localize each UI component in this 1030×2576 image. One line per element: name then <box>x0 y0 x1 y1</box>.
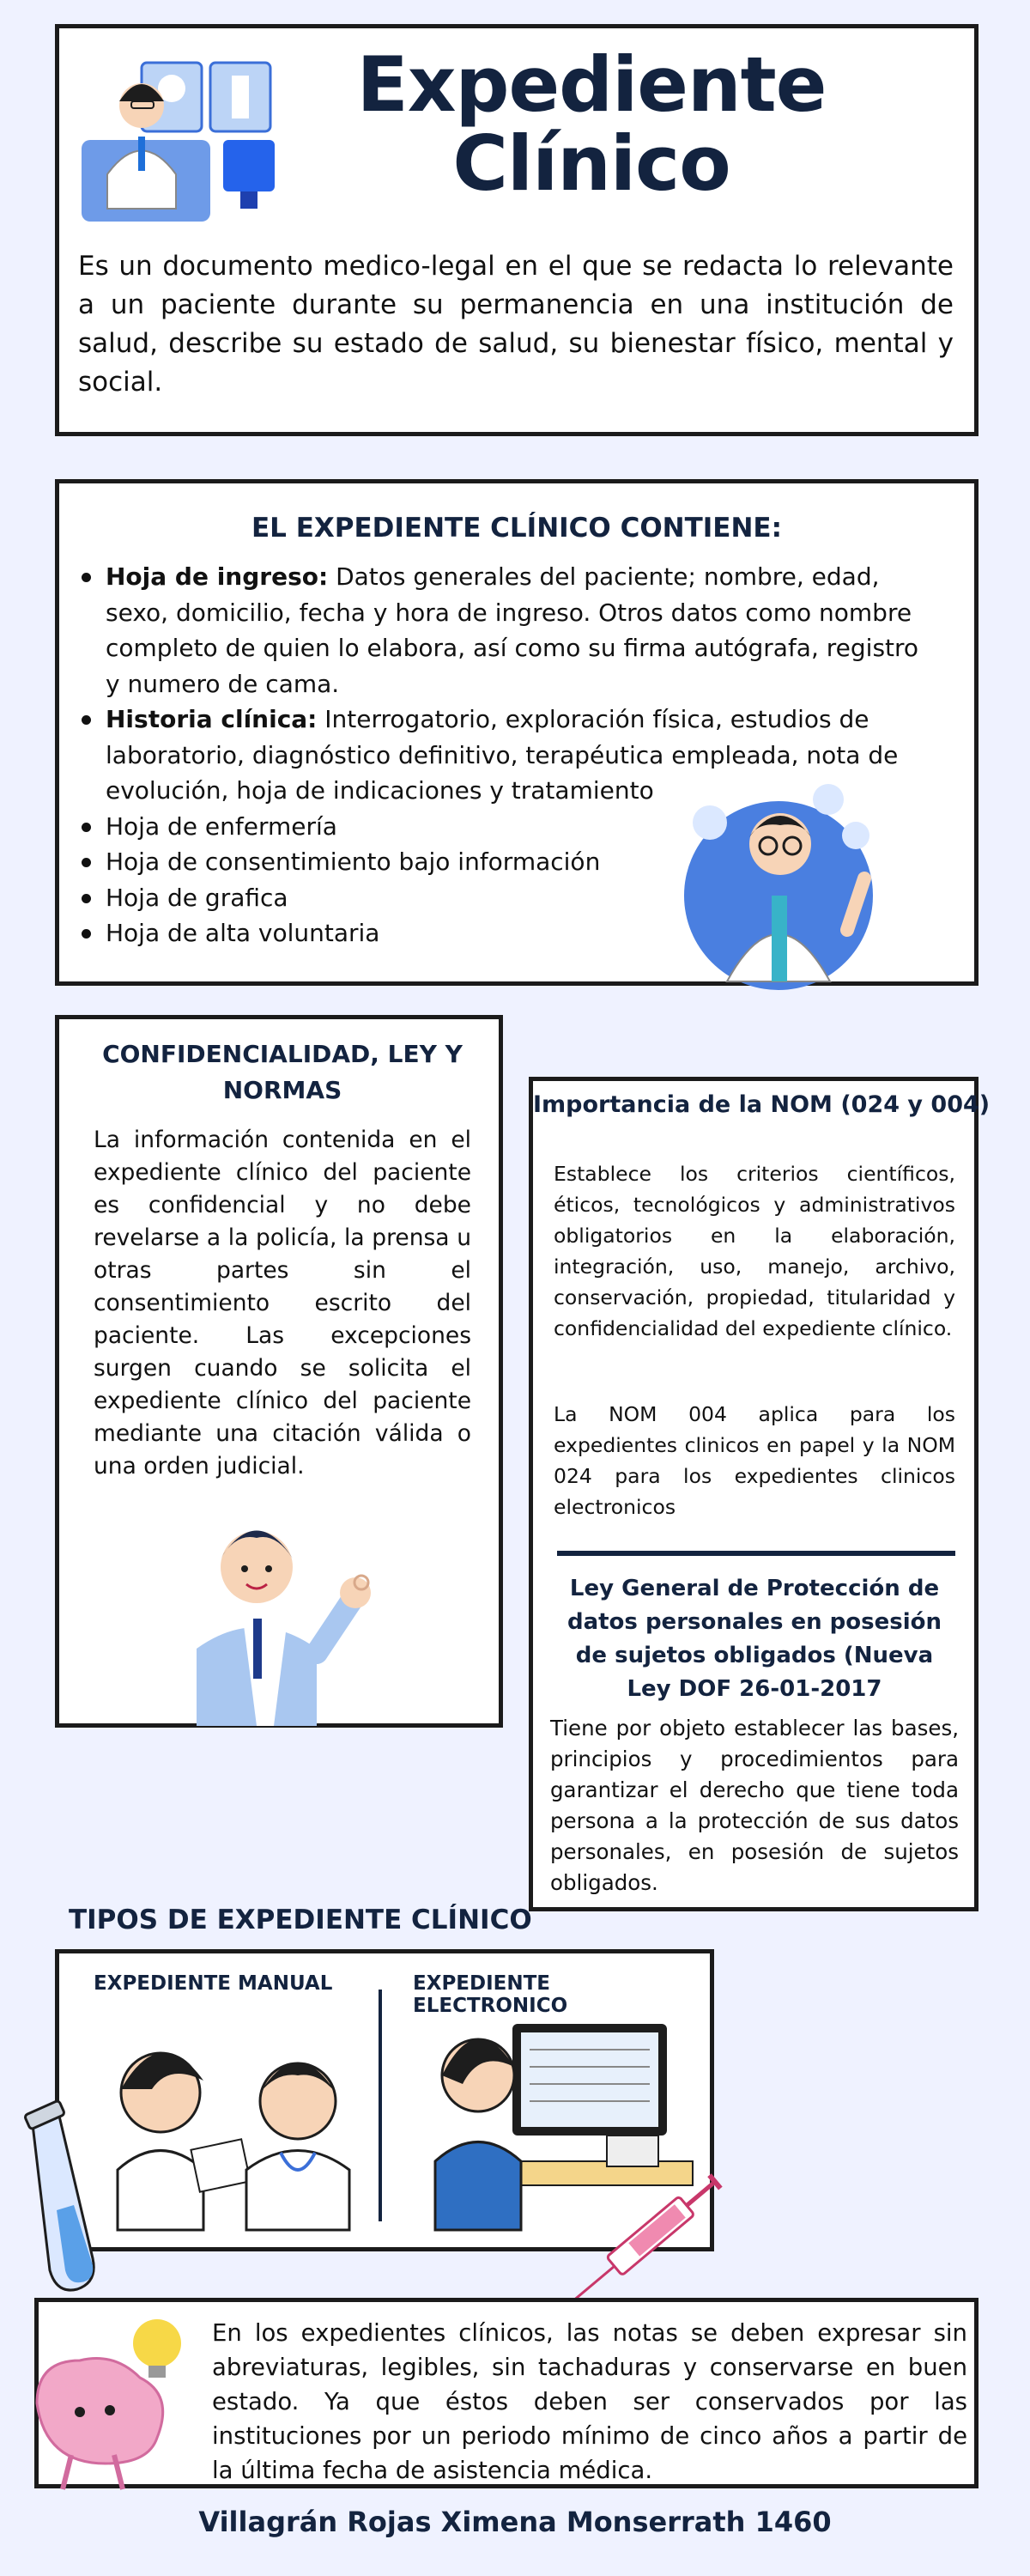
author-credit: Villagrán Rojas Ximena Monserrath 1460 <box>198 2506 832 2538</box>
item-text: Datos generales del paciente; nombre, edad, sexo, domicilio, fecha y hora de ingreso. Otros datos como nombre completo de quien lo elabora, así como su firma autógrafa, registro y numero de cama. <box>106 562 919 698</box>
item-term: Hoja de ingreso: <box>106 562 329 591</box>
title-line-1: Expediente <box>356 40 827 129</box>
note-paragraph: En los expedientes clínicos, las notas se deben expresar sin abreviaturas, legibles, sin tachaduras y conservarse en buen estado. Ya que éstos deben ser conservados por las instituciones por un periodo mínimo de cinco años a partir de la última fecha de asistencia médica. <box>212 2319 967 2484</box>
note-card <box>34 2298 978 2488</box>
title-line-2: Clínico <box>452 119 730 208</box>
contents-card <box>55 479 978 986</box>
law-heading: Ley General de Protección de datos personales en posesión de sujetos obligados (Nueva Ley DOF 26-01-2017 <box>566 1576 942 1702</box>
item-text: Hoja de enfermería <box>106 811 337 841</box>
confidentiality-heading: CONFIDENCIALIDAD, LEY Y NORMAS <box>102 1040 463 1104</box>
nom-paragraph-2: La NOM 004 aplica para los expedientes clinicos en papel y la NOM 024 para los expedientes clinicos electronicos <box>554 1402 955 1519</box>
electronic-record-label: EXPEDIENTE ELECTRONICO <box>413 1972 568 2017</box>
list-item <box>78 559 936 702</box>
confidentiality-body: La información contenida en el expediente clínico del paciente es confidencial y no debe revelarse a la policía, la prensa u otras partes sin el consentimiento escrito del paciente. Las excepciones surgen cuando se solicita el expediente clínico del paciente mediante una citación válida o una orden judicial. <box>94 1127 471 1479</box>
doctor-ok-illustration <box>171 1490 394 1726</box>
intro-paragraph: Es un documento medico-legal en el que se redacta lo relevante a un paciente durante su permanencia en una institución de salud, describe su estado de salud, su bienestar físico, mental y social. <box>78 251 954 398</box>
syringe-icon <box>566 2147 755 2310</box>
header-card <box>55 24 978 436</box>
manual-record-illustration <box>109 2007 367 2230</box>
page-title <box>265 40 918 208</box>
item-text: Hoja de consentimiento bajo información <box>106 848 601 876</box>
confidentiality-card <box>55 1015 503 1728</box>
nom-paragraph-1: Establece los criterios científicos, éticos, tecnológicos y administrativos obligatorios en la elaboración, integración, uso, manejo, archivo, conservación, propiedad, titularidad y confidencialidad del expediente clínico. <box>554 1162 955 1340</box>
contents-heading: EL EXPEDIENTE CLÍNICO CONTIENE: <box>251 513 783 544</box>
law-body: Tiene por objeto establecer las bases, principios y procedimientos para garantizar el derecho que tiene toda persona a la protección de sus datos personales, en posesión de sujetos obligados. <box>550 1716 959 1895</box>
list-item <box>78 809 748 845</box>
doctor-xray-illustration <box>82 54 288 226</box>
list-item <box>78 880 748 916</box>
brain-lightbulb-icon <box>28 2309 209 2489</box>
doctor-waving-illustration <box>676 775 890 981</box>
types-divider <box>379 1990 382 2221</box>
item-term: Historia clínica: <box>106 705 318 733</box>
test-tube-icon <box>26 2107 129 2296</box>
list-item <box>78 844 748 880</box>
section-divider <box>557 1551 955 1556</box>
nom-heading: Importancia de la NOM (024 y 004) <box>533 1091 991 1118</box>
item-text: Hoja de grafica <box>106 883 288 912</box>
nom-card <box>529 1077 991 1911</box>
list-item <box>78 915 748 951</box>
types-title: TIPOS DE EXPEDIENTE CLÍNICO <box>69 1905 532 1935</box>
item-text: Hoja de alta voluntaria <box>106 919 380 947</box>
manual-record-label: EXPEDIENTE MANUAL <box>94 1972 333 1995</box>
item-text: Interrogatorio, exploración física, estudios de laboratorio, diagnóstico definitivo, terapéutica empleada, nota de evolución, hoja de indicaciones y tratamiento <box>106 705 899 805</box>
